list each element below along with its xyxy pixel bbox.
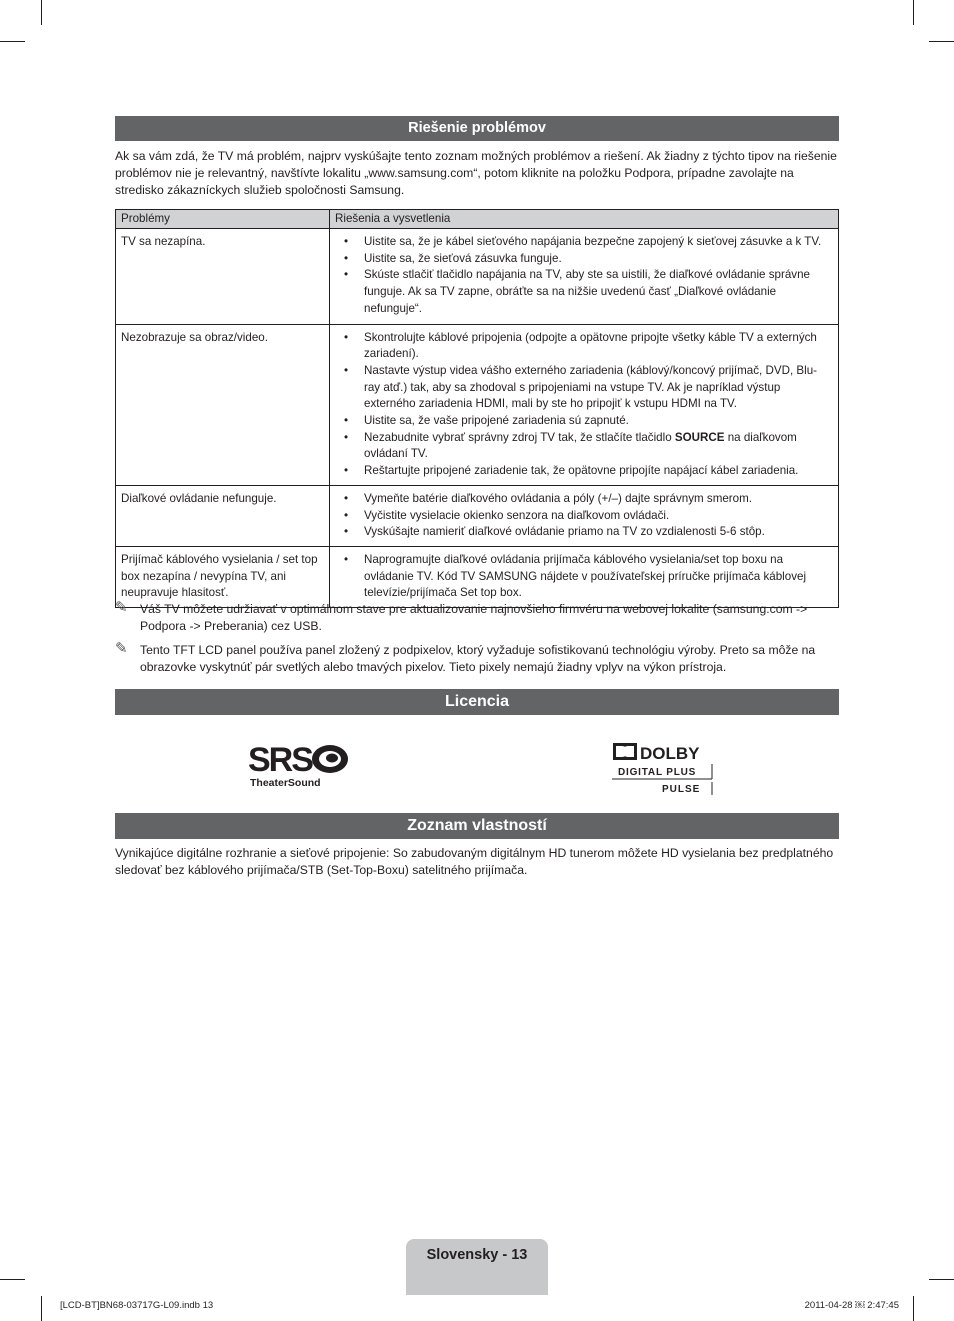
note-firmware [115,601,839,635]
troubleshooting-intro: Ak sa vám zdá, že TV má problém, najprv vyskúšajte tento zoznam možných problémov a riešení. Ak žiadny z týchto tipov na riešenie problémov nie je relevantný, navštívte lokalitu „www.samsung.com“, potom kliknite na položku Podpora, prípadne zavolajte na stredisko zákazníckych služieb spoločnosti Samsung. [115,149,837,197]
list-item: • Vyskúšajte namieriť diaľkové ovládanie priamo na TV zo vzdialenosti 5-6 stôp. [335,524,833,541]
crop-mark [0,41,25,42]
crop-mark [41,1296,42,1321]
srs-ring-core [326,754,338,763]
troubleshooting-table [115,209,839,608]
solution-cell [330,485,839,546]
license-heading: Licencia [115,689,839,715]
table-row [116,324,839,485]
crop-mark [929,1279,954,1280]
problem-cell: Nezobrazuje sa obraz/video. [116,324,330,485]
troubleshooting-heading: Riešenie problémov [115,116,839,141]
problem-cell: TV sa nezapína. [116,229,330,325]
dolby-d-right [623,746,635,757]
features-text: Vynikajúce digitálne rozhranie a sieťové pripojenie: So zabudovaným digitálnym HD tunerom môžete HD vysielania bez predplatného sledovať bez káblového prijímača/STB (Set-Top-Boxu) satelitného prijímača. [115,846,834,877]
dolby-digital-plus-pulse-logo [612,741,714,797]
note-text: Tento TFT LCD panel používa panel zložený z podpixelov, ktorý vyžaduje sofistikovanú technológiu výroby. Preto sa môže na obrazovke vyskytnúť pár svetlých alebo tmavých pixelov. Tieto pixely nemajú žiadny vplyv na výkon prístroja. [140,643,816,674]
crop-mark [0,1279,25,1280]
dolby-logo-line2: PULSE [662,784,701,795]
problem-cell: Prijímač káblového vysielania / set top box nezapína / nevypína TV, ani neupravuje hlasitosť. [116,546,330,607]
crop-mark [929,41,954,42]
dolby-logo-mark: DOLBY [640,744,700,763]
dolby-logo-line1: DIGITAL PLUS [618,767,697,778]
list-item: • Nezabudnite vybrať správny zdroj TV tak, že stlačíte tlačidlo SOURCE na diaľkovom ovládaní TV. [335,430,833,463]
list-item: • Reštartujte pripojené zariadenie tak, že opätovne pripojíte napájací kábel zariadenia. [335,463,833,480]
features-heading: Zoznam vlastností [115,813,839,839]
footer-timestamp: 2011-04-28 ￼ 2:47:45 [804,1300,899,1311]
list-item: • Uistite sa, že vaše pripojené zariadenia sú zapnuté. [335,413,833,430]
crop-mark [913,1296,914,1321]
list-item: • Uistite sa, že sieťová zásuvka funguje. [335,251,833,268]
footer-file-info: [LCD-BT]BN68-03717G-L09.indb 13 [60,1300,214,1311]
table-row [116,229,839,325]
crop-mark [913,0,914,25]
col-solutions: Riešenia a vysvetlenia [330,210,839,229]
table-header-row [116,210,839,229]
list-item: • Vyčistite vysielacie okienko senzora na diaľkovom ovládači. [335,508,833,525]
table-row [116,546,839,607]
table-row [116,485,839,546]
solution-cell [330,324,839,485]
srs-logo-mark: SRS [248,741,312,779]
list-item: • Vymeňte batérie diaľkového ovládania a póly (+/–) dajte správnym smerom. [335,491,833,508]
crop-mark [41,0,42,25]
pencil-icon: ✎ [115,599,128,616]
solution-cell [330,546,839,607]
list-item: • Skúste stlačiť tlačidlo napájania na TV, aby ste sa uistili, že diaľkové ovládanie správne funguje. Ak sa TV zapne, obráťte sa na nižšie uvedenú časť „Diaľkové ovládanie nefunguje“. [335,267,833,317]
pencil-icon: ✎ [115,640,128,657]
note-text: Váš TV môžete udržiavať v optimálnom stave pre aktualizovanie najnovšieho firmvéru na webovej lokalite (samsung.com -> Podpora -> Preberania) cez USB. [140,602,808,633]
problem-cell: Diaľkové ovládanie nefunguje. [116,485,330,546]
note-pixels [115,642,839,676]
list-item: • Naprogramujte diaľkové ovládania prijímača káblového vysielania/set top boxu na ovládanie TV. Kód TV SAMSUNG nájdete v používateľskej príručke prijímača káblovej televízie/prijímača Set top box. [335,552,833,602]
page-number-tab: Slovensky - 13 [406,1239,548,1295]
list-item: • Skontrolujte káblové pripojenia (odpojte a opätovne pripojte všetky káble TV a externých zariadení). [335,330,833,363]
srs-logo-sub: TheaterSound [250,777,321,789]
srs-theatersound-logo [248,741,352,789]
source-keyword: SOURCE [674,430,725,444]
list-item: • Nastavte výstup videa vášho externého zariadenia (káblový/koncový prijímač, DVD, Blu-ray atď.) tak, aby sa zhodoval s pripojeniami na vstupe TV. Ak je napríklad výstup externého zariadenia HDMI, mali by ste ho pripojiť k vstupu HDMI na TV. [335,363,833,413]
col-problems: Problémy [116,210,330,229]
solution-cell [330,229,839,325]
list-item: • Uistite sa, že je kábel sieťového napájania bezpečne zapojený k sieťovej zásuvke a k TV. [335,234,833,251]
